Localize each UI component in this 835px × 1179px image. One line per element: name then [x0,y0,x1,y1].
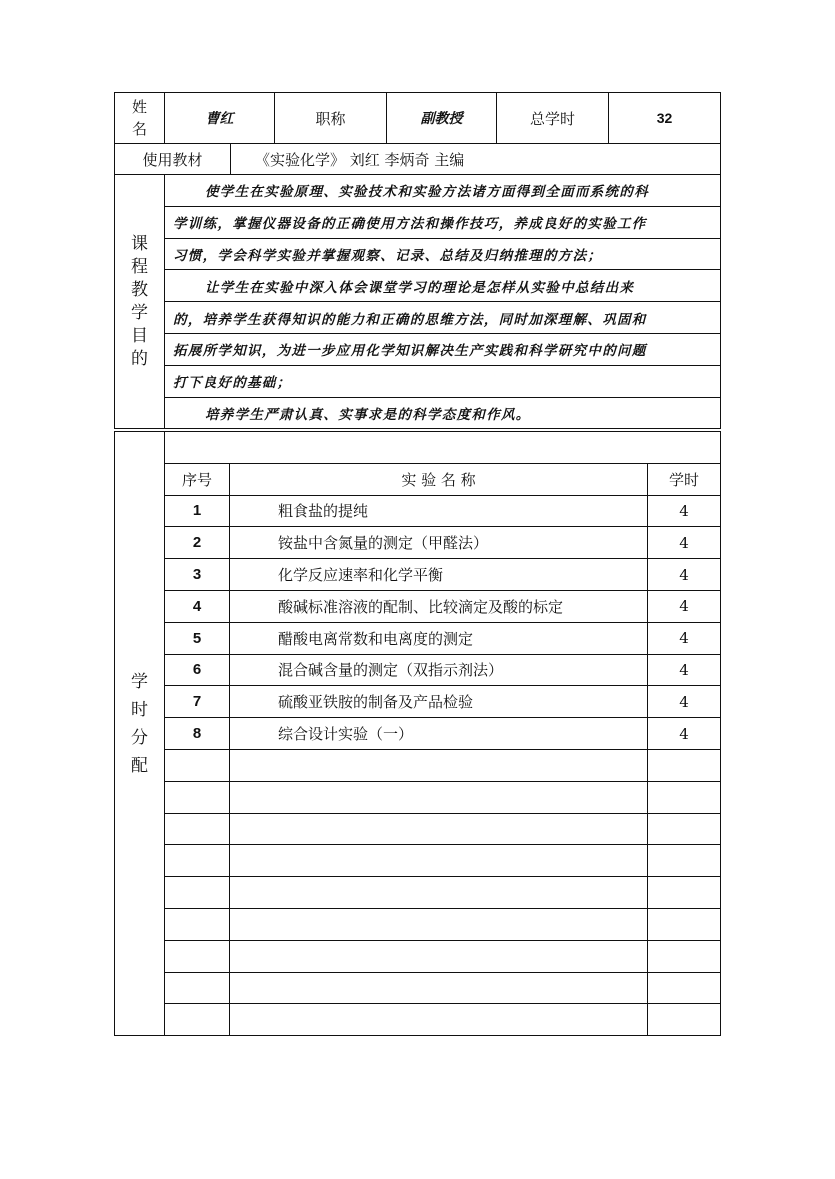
objective-row [115,175,721,207]
empty-cell [230,940,648,972]
row-experiment-name: 混合碱含量的测定（双指示剂法） [230,654,648,686]
empty-row [115,781,721,813]
course-objectives-table [114,174,721,429]
objective-row [115,397,721,429]
empty-row [115,845,721,877]
empty-cell [230,749,648,781]
row-index: 8 [165,718,230,750]
row-hours: 4 [648,686,721,718]
objective-line: 打下良好的基础； [165,365,721,397]
empty-cell [165,972,230,1004]
row-experiment-name: 综合设计实验（一） [230,718,648,750]
side-char: 分 [131,728,148,748]
table-row [115,527,721,559]
table-row [115,654,721,686]
side-char: 目 [131,325,148,346]
header-hours: 学时 [648,463,721,495]
title-label: 职称 [275,93,387,144]
total-hours-label: 总学时 [497,93,609,144]
row-index: 4 [165,590,230,622]
empty-cell [648,813,721,845]
objective-line: 拓展所学知识，为进一步应用化学知识解决生产实践和科学研究中的问题 [165,333,721,365]
empty-cell [165,781,230,813]
row-experiment-name: 化学反应速率和化学平衡 [230,559,648,591]
row-hours: 4 [648,495,721,527]
empty-cell [648,749,721,781]
side-char: 学 [131,672,148,692]
empty-row [115,749,721,781]
side-char: 的 [131,348,148,369]
empty-row [115,1004,721,1036]
objective-line: 学训练，掌握仪器设备的正确使用方法和操作技巧，养成良好的实验工作 [165,206,721,238]
objective-row [115,206,721,238]
empty-row [115,877,721,909]
teacher-info-table [114,92,721,144]
empty-cell [230,813,648,845]
objective-line: 的，培养学生获得知识的能力和正确的思维方法，同时加深理解、巩固和 [165,302,721,334]
row-hours: 4 [648,718,721,750]
hours-side-label [115,432,165,1036]
textbook-row [115,144,721,175]
empty-cell [230,972,648,1004]
objective-line: 培养学生严肃认真、实事求是的科学态度和作风。 [165,397,721,429]
empty-cell [165,845,230,877]
row-hours: 4 [648,654,721,686]
empty-cell [648,1004,721,1036]
empty-cell [165,813,230,845]
empty-cell [165,1004,230,1036]
blank-cell [165,432,721,464]
empty-row [115,813,721,845]
empty-cell [230,781,648,813]
empty-cell [165,940,230,972]
textbook-label: 使用教材 [115,144,231,175]
row-index: 3 [165,559,230,591]
objectives-side-label [115,175,165,429]
empty-cell [230,908,648,940]
hours-allocation-table [114,431,721,1036]
header-index: 序号 [165,463,230,495]
title-value: 副教授 [387,93,497,144]
objective-row [115,365,721,397]
side-char: 时 [131,700,148,720]
empty-cell [230,1004,648,1036]
row-experiment-name: 醋酸电离常数和电离度的测定 [230,622,648,654]
empty-cell [165,908,230,940]
header-experiment-name: 实 验 名 称 [230,463,648,495]
row-hours: 4 [648,590,721,622]
table-row [115,590,721,622]
teacher-info-row [115,93,721,144]
row-index: 2 [165,527,230,559]
table-row [115,718,721,750]
side-char: 课 [131,233,148,254]
name-label: 姓名 [115,93,165,144]
empty-cell [230,877,648,909]
row-hours: 4 [648,622,721,654]
row-experiment-name: 酸碱标准溶液的配制、比较滴定及酸的标定 [230,590,648,622]
row-hours: 4 [648,559,721,591]
row-experiment-name: 粗食盐的提纯 [230,495,648,527]
table-row [115,559,721,591]
side-char: 学 [131,302,148,323]
row-index: 5 [165,622,230,654]
objective-line: 让学生在实验中深入体会课堂学习的理论是怎样从实验中总结出来 [165,270,721,302]
table-row [115,622,721,654]
empty-cell [648,845,721,877]
empty-cell [648,972,721,1004]
empty-row [115,972,721,1004]
row-hours: 4 [648,527,721,559]
table-row [115,686,721,718]
side-char: 程 [131,256,148,277]
objective-row [115,270,721,302]
empty-cell [648,940,721,972]
row-index: 6 [165,654,230,686]
name-value: 曹红 [165,93,275,144]
empty-row [115,940,721,972]
total-hours-value: 32 [609,93,721,144]
textbook-table [114,143,721,175]
empty-row [115,908,721,940]
objective-line: 使学生在实验原理、实验技术和实验方法诸方面得到全面而系统的科 [165,175,721,207]
row-index: 1 [165,495,230,527]
objective-row [115,333,721,365]
row-index: 7 [165,686,230,718]
empty-cell [230,845,648,877]
textbook-value: 《实验化学》 刘红 李炳奇 主编 [231,144,721,175]
blank-row [115,432,721,464]
empty-cell [648,781,721,813]
empty-cell [648,908,721,940]
table-header-row [115,463,721,495]
table-row [115,495,721,527]
objective-row [115,302,721,334]
empty-cell [165,749,230,781]
row-experiment-name: 铵盐中含氮量的测定（甲醛法） [230,527,648,559]
side-char: 教 [131,279,148,300]
objective-line: 习惯，学会科学实验并掌握观察、记录、总结及归纳推理的方法； [165,238,721,270]
objective-row [115,238,721,270]
side-char: 配 [131,756,148,776]
empty-cell [165,877,230,909]
empty-cell [648,877,721,909]
row-experiment-name: 硫酸亚铁胺的制备及产品检验 [230,686,648,718]
